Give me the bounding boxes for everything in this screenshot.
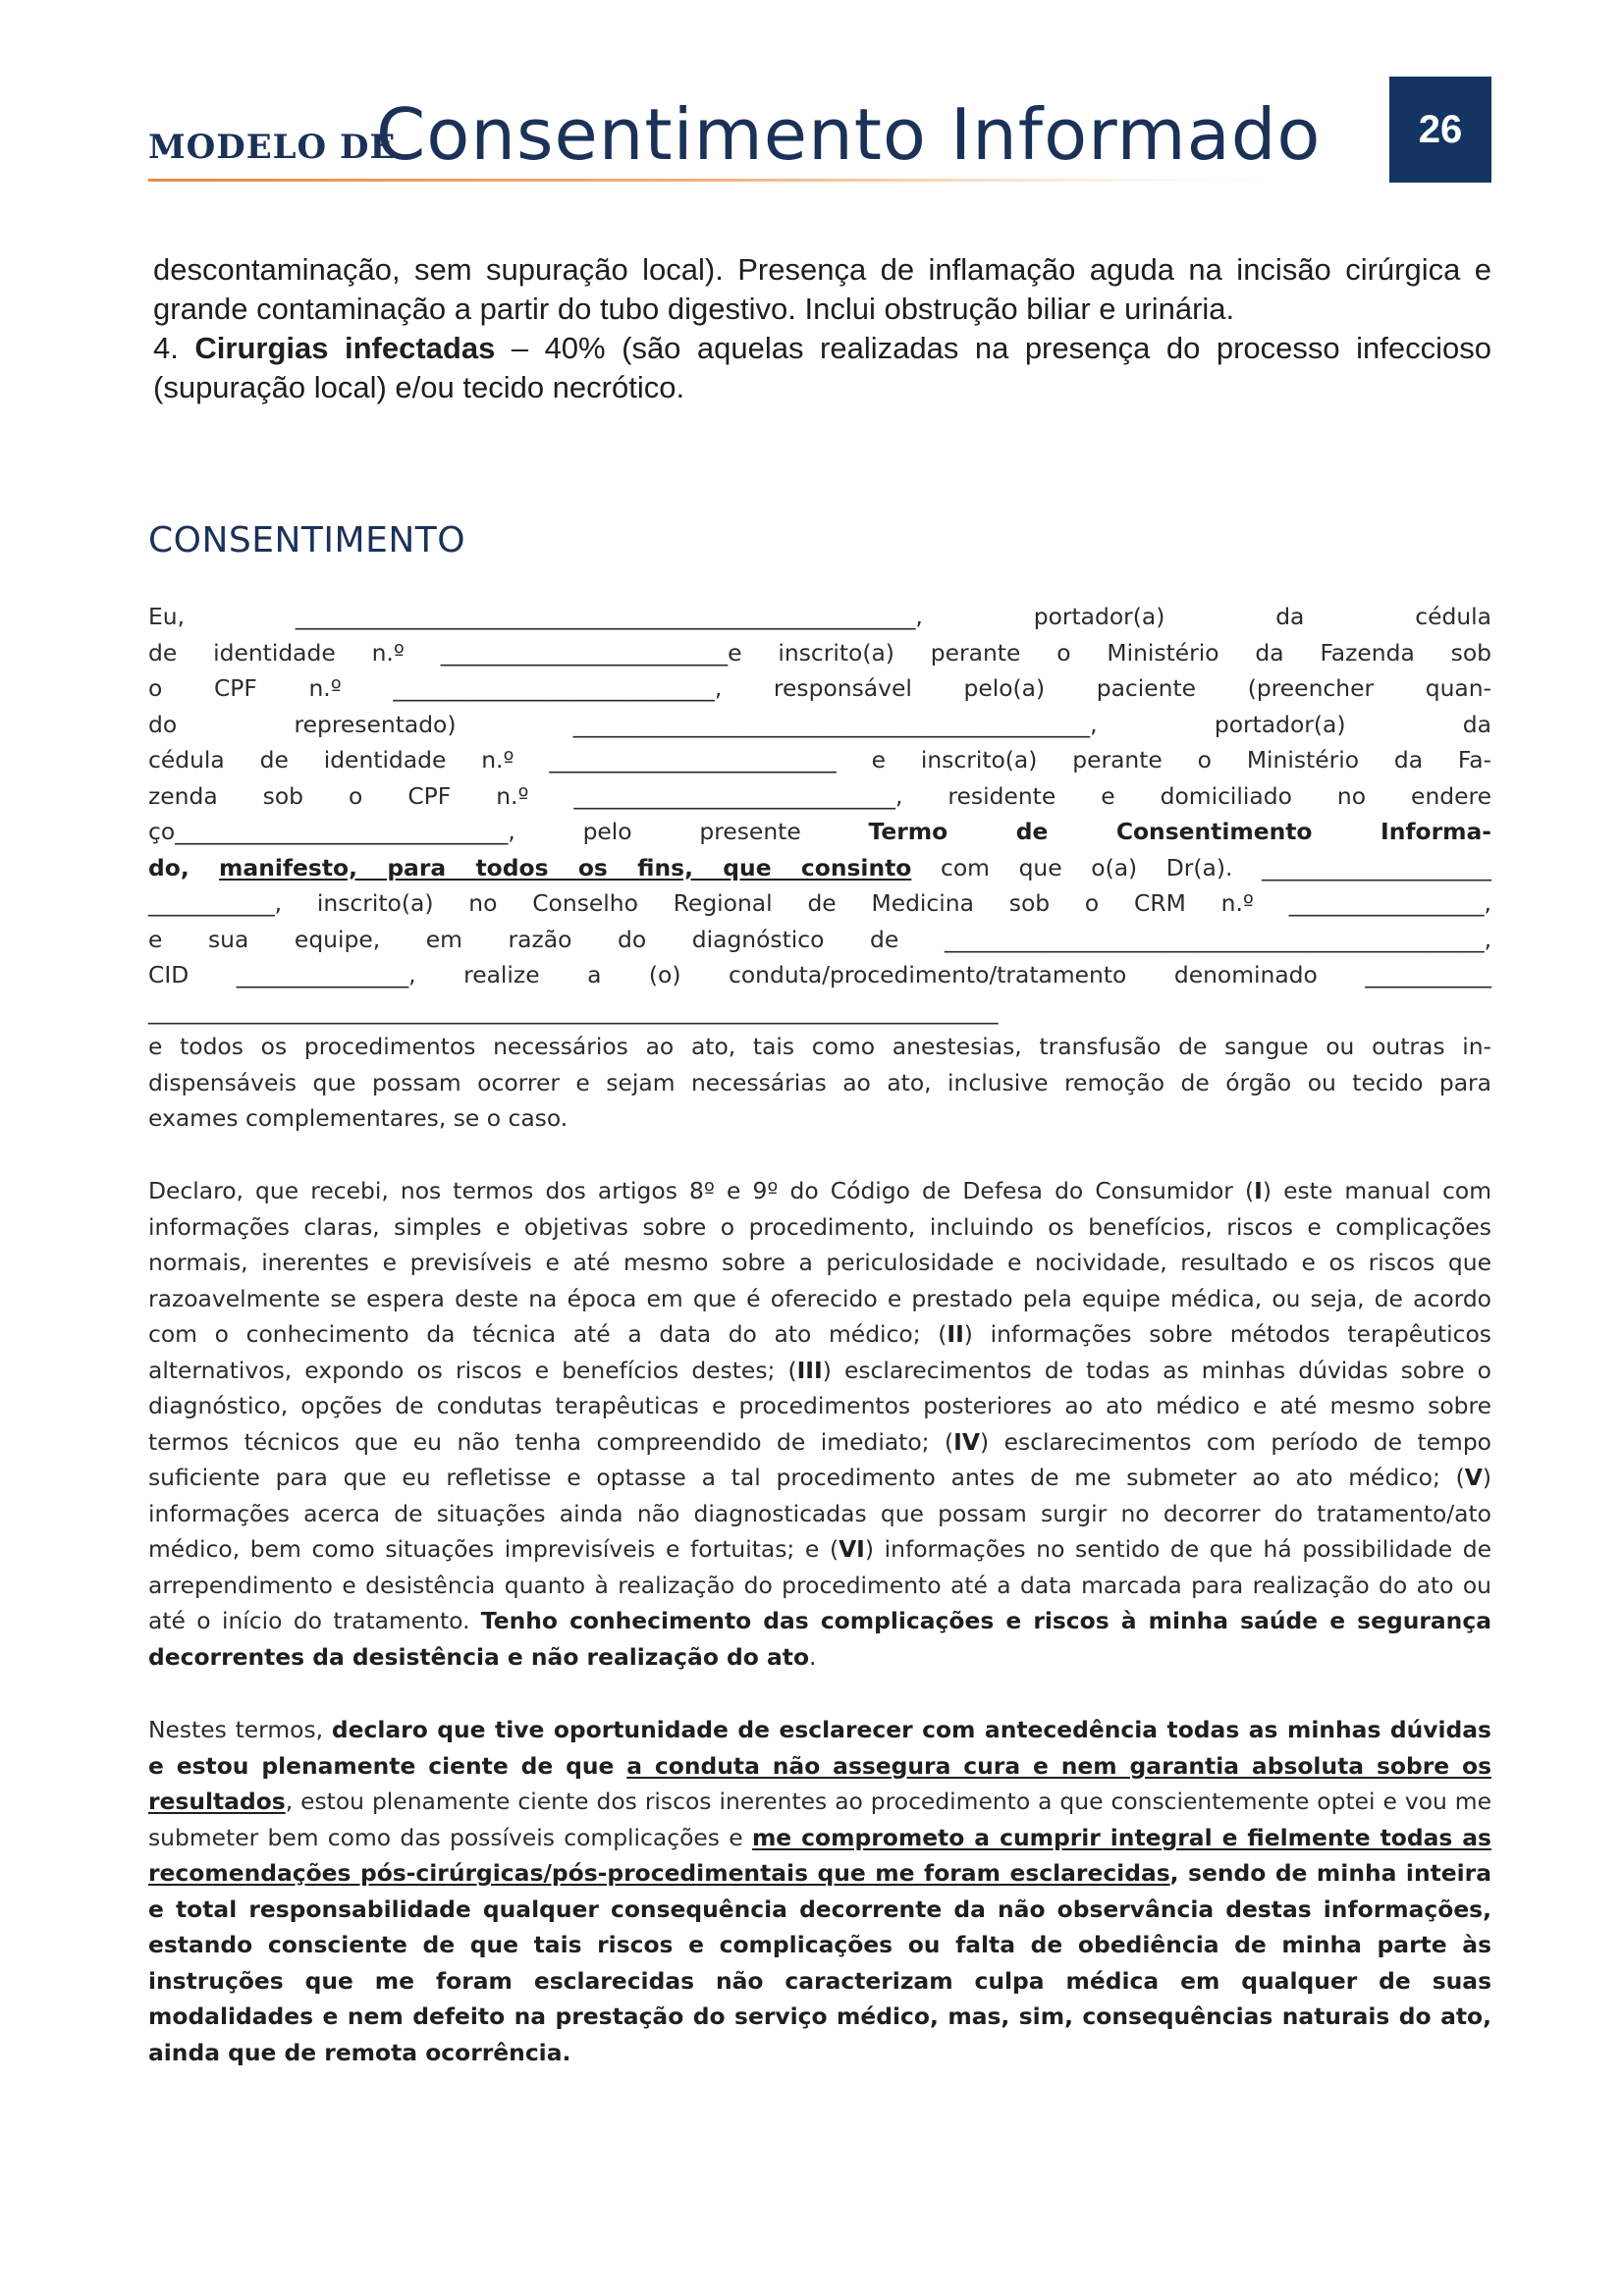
terms-paragraph [148, 1712, 1491, 2070]
consent-line [148, 850, 1491, 886]
roman-numeral: IV [953, 1427, 980, 1456]
page-number-badge: 26 [1389, 77, 1491, 183]
declaration-segment: ) esclarecimentos com período de tempo suficiente para que eu refletisse e optasse a tal procedimento antes de me submeter ao ato médico; ( [148, 1427, 1491, 1491]
consent-line: ___________, inscrito(a) no Conselho Regional de Medicina sob o CRM n.º _________________, [148, 889, 1491, 917]
consent-line: zenda sob o CPF n.º ____________________________, residente e domiciliado no endere [148, 781, 1491, 810]
intro-item-term: Cirurgias infectadas [194, 331, 496, 365]
roman-numeral: V [1464, 1464, 1483, 1491]
consent-term-title: Termo de Consentimento Informa- [868, 818, 1491, 845]
declaration-segment: ) informações acerca de situações ainda não diagnosticadas que possam surgir no decorrer do tratamento/ato médico, bem como situações imprevisíveis e fortuitas; e ( [148, 1464, 1491, 1563]
consent-line [148, 814, 1491, 850]
terms-bold-segment: , sendo de minha inteira e total responsabilidade qualquer consequência decorrente da não observância destas informações, estando consciente de que tais riscos e complicações ou falta de obediência de minha parte às instruções que me foram esclarecidas não caracterizam culpa médica em qualquer de suas modalidades e nem defeito na prestação do serviço médico, mas, sim, consequências naturais do ato, ainda que de remota ocorrência. [148, 1859, 1491, 2066]
consent-form [148, 599, 1491, 1137]
terms-segment: , estou plenamente ciente dos riscos inerentes ao procedimento a que conscientemente optei e vou me submeter bem como das possíveis complicações e [148, 1788, 1491, 1851]
intro-item-4 [153, 329, 1491, 407]
terms-bold-segment: declaro que tive oportunidade de esclarecer com antecedência todas as minhas dúvidas e estou plenamente ciente de que [148, 1716, 1491, 1780]
consent-line: CID _______________, realize a (o) conduta/procedimento/tratamento denominado ___________ [148, 961, 1491, 988]
roman-numeral: III [796, 1356, 823, 1384]
consent-text: ço_____________________________, pelo presente [148, 818, 869, 845]
page-header [148, 59, 1484, 187]
intro-item-text: – 40% (são aquelas realizadas na presença do processo infeccioso (supuração local) e/ou tecido necrótico. [153, 331, 1491, 404]
intro-text [153, 250, 1491, 407]
terms-segment: Nestes termos, [148, 1716, 332, 1743]
consent-manifest: manifesto, para todos os fins, que consinto [219, 853, 912, 881]
intro-paragraph: descontaminação, sem supuração local). Presença de inflamação aguda na incisão cirúrgica e grande contaminação a partir do tubo digestivo. Inclui obstrução biliar e urinária. [153, 252, 1491, 326]
consent-line: de identidade n.º _________________________e inscrito(a) perante o Ministério da Fazenda sob [148, 638, 1491, 667]
terms-underlined-segment: a conduta não assegura cura e nem garantia absoluta sobre os resultados [148, 1751, 1491, 1815]
consent-line: __________________________________________________________________________ [148, 996, 999, 1025]
terms-underlined-segment: me comprometo a cumprir integral e fielmente todas as recomendações pós-cirúrgicas/pós-procedimentais que me foram esclarecidas [148, 1823, 1491, 1887]
declaration-segment: ) este manual com informações claras, simples e objetivas sobre o procedimento, incluindo os benefícios, riscos e complicações normais, inerentes e previsíveis e até mesmo sobre a periculosidade e nocividade, resultado e os riscos que razoavelmente se espera deste na época em que é oferecido e prestado pela equipe médica, ou seja, de acordo com o conhecimento da técnica até a data do ato médico; ( [148, 1177, 1491, 1348]
roman-numeral: II [947, 1320, 964, 1348]
intro-item-number: 4. [153, 331, 179, 365]
roman-numeral: I [1254, 1177, 1263, 1204]
declaration-segment: ) esclarecimentos de todas as minhas dúvidas sobre o diagnóstico, opções de condutas terapêuticas e procedimentos posteriores ao ato médico e até mesmo sobre termos técnicos que eu não tenha compreendido de imediato; ( [148, 1356, 1491, 1456]
header-divider [148, 179, 1287, 182]
declaration-segment: ) informações no sentido de que há possibilidade de arrependimento e desistência quanto à realização do procedimento até a data marcada para realização do ato ou até o início do tratamento. [148, 1535, 1491, 1634]
consent-text: com que o(a) Dr(a). ____________________ [911, 853, 1491, 881]
declaration-bold-statement: Tenho conhecimento das complicações e riscos à minha saúde e segurança decorrentes da desistência e não realização do ato [148, 1607, 1491, 1671]
declaration-paragraph [148, 1173, 1491, 1675]
consent-line: do representado) _____________________________________________, portador(a) da [148, 710, 1491, 738]
roman-numeral: VI [839, 1535, 865, 1563]
consent-line: e sua equipe, em razão do diagnóstico de _______________________________________________, [148, 925, 1491, 953]
declaration-segment: Declaro, que recebi, nos termos dos artigos 8º e 9º do Código de Defesa do Consumidor ( [148, 1177, 1255, 1204]
consent-line: dispensáveis que possam ocorrer e sejam necessárias ao ato, inclusive remoção de órgão ou tecido para [148, 1068, 1491, 1096]
consent-line: Eu, ______________________________________________________, portador(a) da cédula [148, 603, 1491, 630]
declaration-segment: ) informações sobre métodos terapêuticos alternativos, expondo os riscos e benefícios destes; ( [148, 1320, 1491, 1384]
header-title: Consentimento Informado [376, 93, 1322, 176]
consent-line: o CPF n.º ____________________________, responsável pelo(a) paciente (preencher quan- [148, 674, 1491, 702]
consent-line: exames complementares, se o caso. [148, 1104, 568, 1132]
consent-term-title-end: do, [148, 853, 220, 881]
header-title-prefix: MODELO DE [148, 128, 397, 167]
consent-line: cédula de identidade n.º _________________________ e inscrito(a) perante o Ministério da Fa- [148, 746, 1491, 774]
consent-line: e todos os procedimentos necessários ao ato, tais como anestesias, transfusão de sangue ou outras in- [148, 1033, 1491, 1060]
declaration-segment: . [809, 1642, 817, 1671]
declaration-text [148, 1173, 1491, 1675]
section-heading: CONSENTIMENTO [148, 520, 466, 561]
terms-text [148, 1712, 1491, 2070]
